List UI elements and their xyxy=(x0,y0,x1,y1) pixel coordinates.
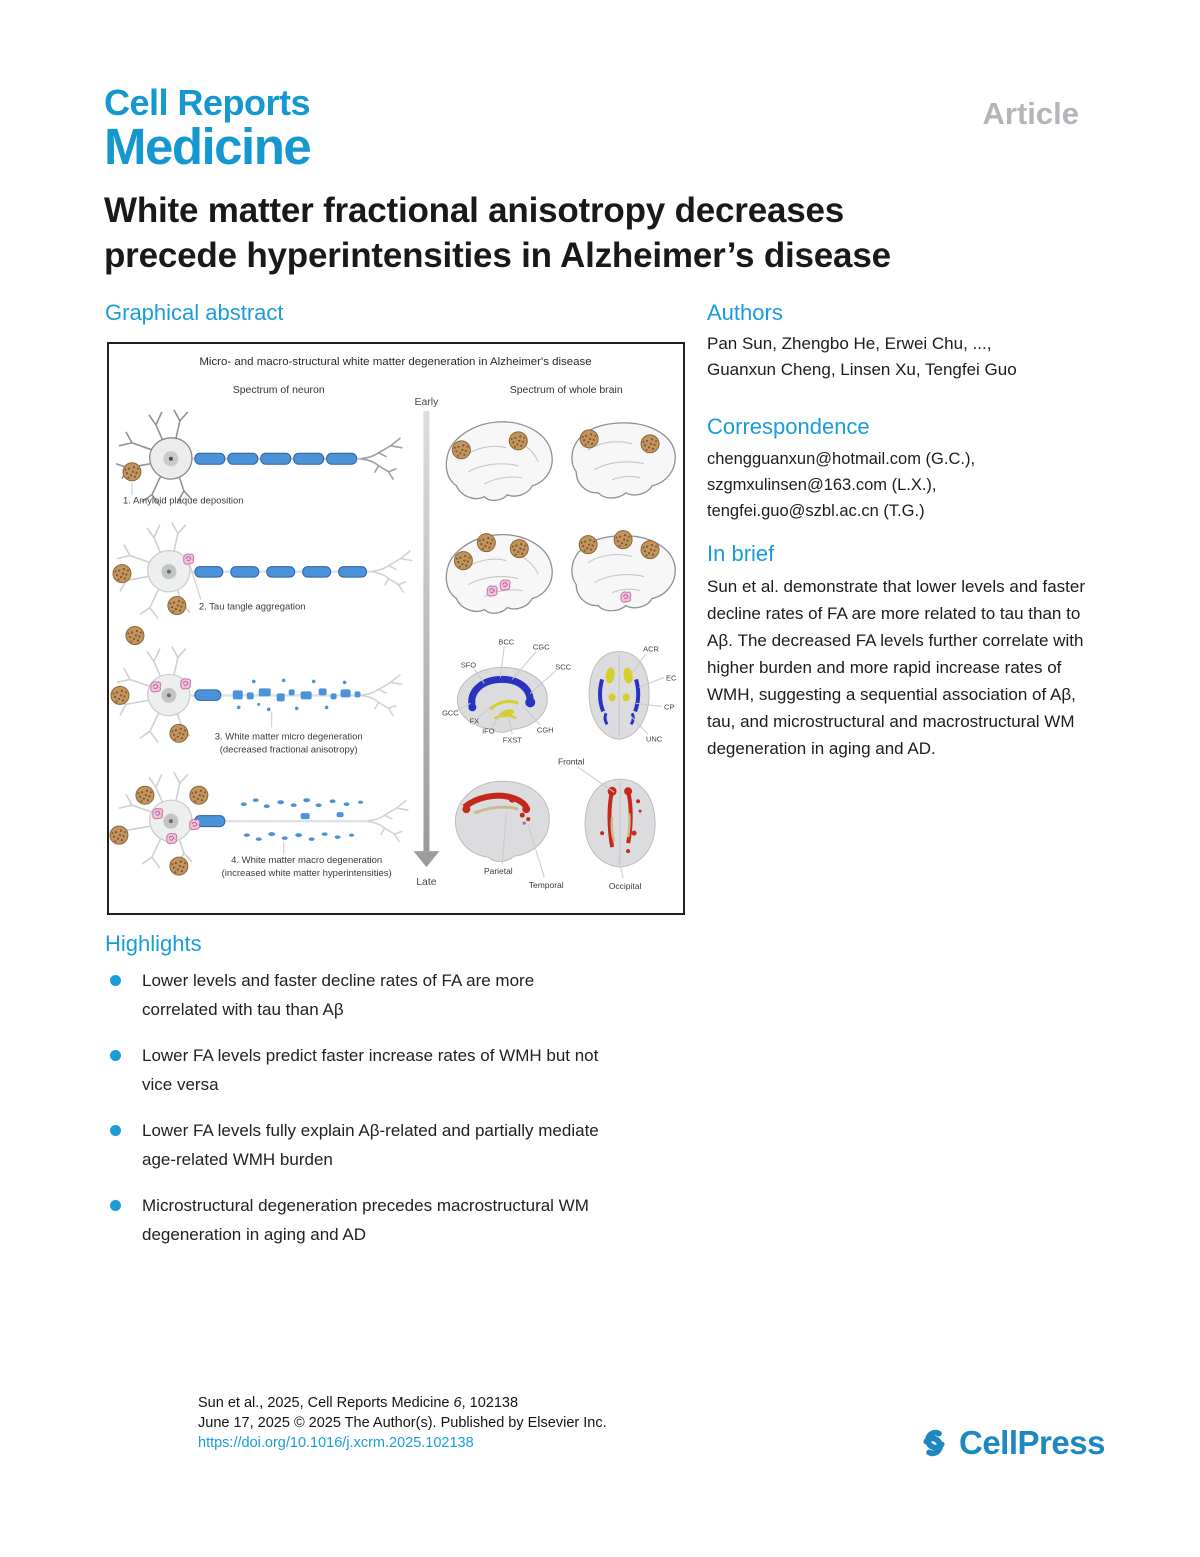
journal-logo xyxy=(104,82,311,175)
tract-label-fxst: FXST xyxy=(502,735,522,745)
lobe-label-temporal: Temporal xyxy=(528,880,564,891)
authors-line1: Pan Sun, Zhengbo He, Erwei Chu, ..., xyxy=(707,334,992,353)
cellpress-knot-icon xyxy=(916,1425,952,1461)
brain-pair-stage-1 xyxy=(446,422,675,501)
authors-list xyxy=(707,331,1017,383)
highlight-item xyxy=(107,966,719,1024)
journal-logo-line1: Cell Reports xyxy=(104,82,311,123)
graphical-abstract-heading: Graphical abstract xyxy=(105,300,284,325)
highlight-3-line1: Lower FA levels fully explain Aβ-related and partially mediate xyxy=(142,1121,599,1140)
arrowhead-icon xyxy=(413,851,439,867)
highlight-1-line2: correlated with tau than Aβ xyxy=(142,1000,344,1019)
paper-title-line1: White matter fractional anisotropy decreases xyxy=(104,191,845,230)
amyloid-plaque-icon xyxy=(111,686,129,704)
stage2-label: 2. Tau tangle aggregation xyxy=(198,601,306,613)
correspondence-heading: Correspondence xyxy=(707,414,870,439)
tau-tangle-icon xyxy=(184,554,194,564)
tract-label-fx: FX xyxy=(469,716,480,726)
highlight-item xyxy=(107,1041,719,1099)
citation-suffix: , 102138 xyxy=(461,1395,519,1411)
tau-tangle-icon xyxy=(153,809,163,819)
stage3-label-line2: (decreased fractional anisotropy) xyxy=(219,744,358,756)
amyloid-plaque-icon xyxy=(136,786,154,804)
highlights-list xyxy=(107,966,719,1266)
stage1-label: 1. Amyloid plaque deposition xyxy=(122,495,244,507)
brain-pair-stage-2 xyxy=(446,531,675,613)
doi-link[interactable]: https://doi.org/10.1016/j.xcrm.2025.102138 xyxy=(198,1435,474,1451)
neuron-stage-3 xyxy=(111,627,402,756)
citation-line2: June 17, 2025 © 2025 The Author(s). Published by Elsevier Inc. xyxy=(198,1415,607,1431)
highlight-3-line2: age-related WMH burden xyxy=(142,1150,333,1169)
brain-pair-stage-4 xyxy=(455,756,655,891)
graphical-abstract-figure xyxy=(107,342,685,915)
citation-volume: 6 xyxy=(453,1395,462,1411)
tract-label-cgh: CGH xyxy=(536,725,554,735)
amyloid-plaque-icon xyxy=(110,826,128,844)
timeline-arrow xyxy=(413,397,439,888)
graphical-abstract-svg xyxy=(109,344,683,913)
correspondence-email-3: tengfei.guo@szbl.ac.cn (T.G.) xyxy=(707,502,925,520)
highlight-4-line1: Microstructural degeneration precedes macrostructural WM xyxy=(142,1196,589,1215)
bullet-icon xyxy=(110,975,121,986)
highlight-4-line2: degeneration in aging and AD xyxy=(142,1225,367,1244)
highlight-item xyxy=(107,1116,719,1174)
in-brief-text: Sun et al. demonstrate that lower levels and faster decline rates of FA are more related to tau than to Aβ. The decreased FA levels further correlate with higher burden and more rapid increase rates of WMH, suggesting a sequential association of Aβ, tau, and microstructural and macrostructural WM degeneration in aging and AD. xyxy=(707,577,1085,758)
neuron-stage-4 xyxy=(110,772,408,879)
tract-label-cgc: CGC xyxy=(532,642,550,652)
correspondence-email-2: szgmxulinsen@163.com (L.X.), xyxy=(707,476,937,494)
journal-logo-line2: Medicine xyxy=(104,118,311,175)
bullet-icon xyxy=(110,1050,121,1061)
citation-prefix: Sun et al., 2025, Cell Reports Medicine xyxy=(198,1395,454,1411)
amyloid-plaque-icon xyxy=(190,786,208,804)
authors-line2: Guanxun Cheng, Linsen Xu, Tengfei Guo xyxy=(707,360,1017,379)
stage4-label-line2: (increased white matter hyperintensities) xyxy=(221,868,392,880)
in-brief-heading: In brief xyxy=(707,541,775,566)
amyloid-plaque-icon xyxy=(126,627,144,645)
paper-title-line2: precede hyperintensities in Alzheimer’s disease xyxy=(104,236,891,275)
tract-label-scc: SCC xyxy=(555,662,572,672)
tract-label-ifo: IFO xyxy=(482,726,495,736)
correspondence-emails xyxy=(707,446,975,524)
tract-label-gcc: GCC xyxy=(442,708,459,718)
stage4-label-line1: 4. White matter macro degeneration xyxy=(231,855,383,867)
timeline-late-label: Late xyxy=(416,877,437,889)
amyloid-plaque-icon xyxy=(113,565,131,583)
lobe-label-occipital: Occipital xyxy=(608,881,642,892)
sagittal-wmh-brain xyxy=(455,781,549,861)
amyloid-plaque-icon xyxy=(170,724,188,742)
authors-heading: Authors xyxy=(707,300,783,325)
tract-label-cp: CP xyxy=(664,702,675,712)
figure-right-column-heading: Spectrum of whole brain xyxy=(509,384,623,396)
lobe-label-frontal: Frontal xyxy=(558,756,585,767)
amyloid-plaque-icon xyxy=(168,597,186,615)
bullet-icon xyxy=(110,1125,121,1136)
scattered-hyperintensities xyxy=(241,798,363,841)
cellpress-wordmark: CellPress xyxy=(959,1424,1105,1461)
stage3-label-line1: 3. White matter micro degeneration xyxy=(214,731,363,743)
tract-label-ec: EC xyxy=(666,673,677,683)
citation-line1 xyxy=(198,1393,607,1413)
amyloid-plaque-icon xyxy=(170,857,188,875)
figure-left-column-heading: Spectrum of neuron xyxy=(232,384,325,396)
highlight-item xyxy=(107,1191,719,1249)
axial-wmh-brain xyxy=(585,779,655,867)
tract-label-unc: UNC xyxy=(645,734,663,744)
tract-label-bcc: BCC xyxy=(498,637,515,647)
tau-tangle-icon xyxy=(190,820,200,830)
citation-block xyxy=(198,1393,607,1453)
figure-title: Micro- and macro-structural white matter degeneration in Alzheimer's disease xyxy=(199,355,592,368)
highlight-2-line1: Lower FA levels predict faster increase rates of WMH but not xyxy=(142,1046,599,1065)
article-type-label: Article xyxy=(982,96,1079,131)
neuron-stage-2 xyxy=(113,523,412,619)
paper-title xyxy=(104,188,891,278)
brain-pair-stage-3 xyxy=(442,637,677,744)
tau-tangle-icon xyxy=(181,679,191,689)
highlight-1-line1: Lower levels and faster decline rates of FA are more xyxy=(142,971,535,990)
highlight-2-line2: vice versa xyxy=(142,1075,219,1094)
tract-label-sfo: SFO xyxy=(460,660,477,670)
amyloid-plaque-icon xyxy=(123,463,141,481)
correspondence-email-1: chengguanxun@hotmail.com (G.C.), xyxy=(707,450,976,468)
tau-tangle-icon xyxy=(151,682,161,692)
highlights-heading: Highlights xyxy=(105,931,202,956)
timeline-early-label: Early xyxy=(414,396,439,408)
bullet-icon xyxy=(110,1200,121,1211)
cellpress-logo xyxy=(916,1424,1105,1462)
tau-tangle-icon xyxy=(167,834,177,844)
tract-label-acr: ACR xyxy=(643,644,659,654)
lobe-label-parietal: Parietal xyxy=(483,866,513,877)
neuron-stage-1 xyxy=(116,410,402,507)
